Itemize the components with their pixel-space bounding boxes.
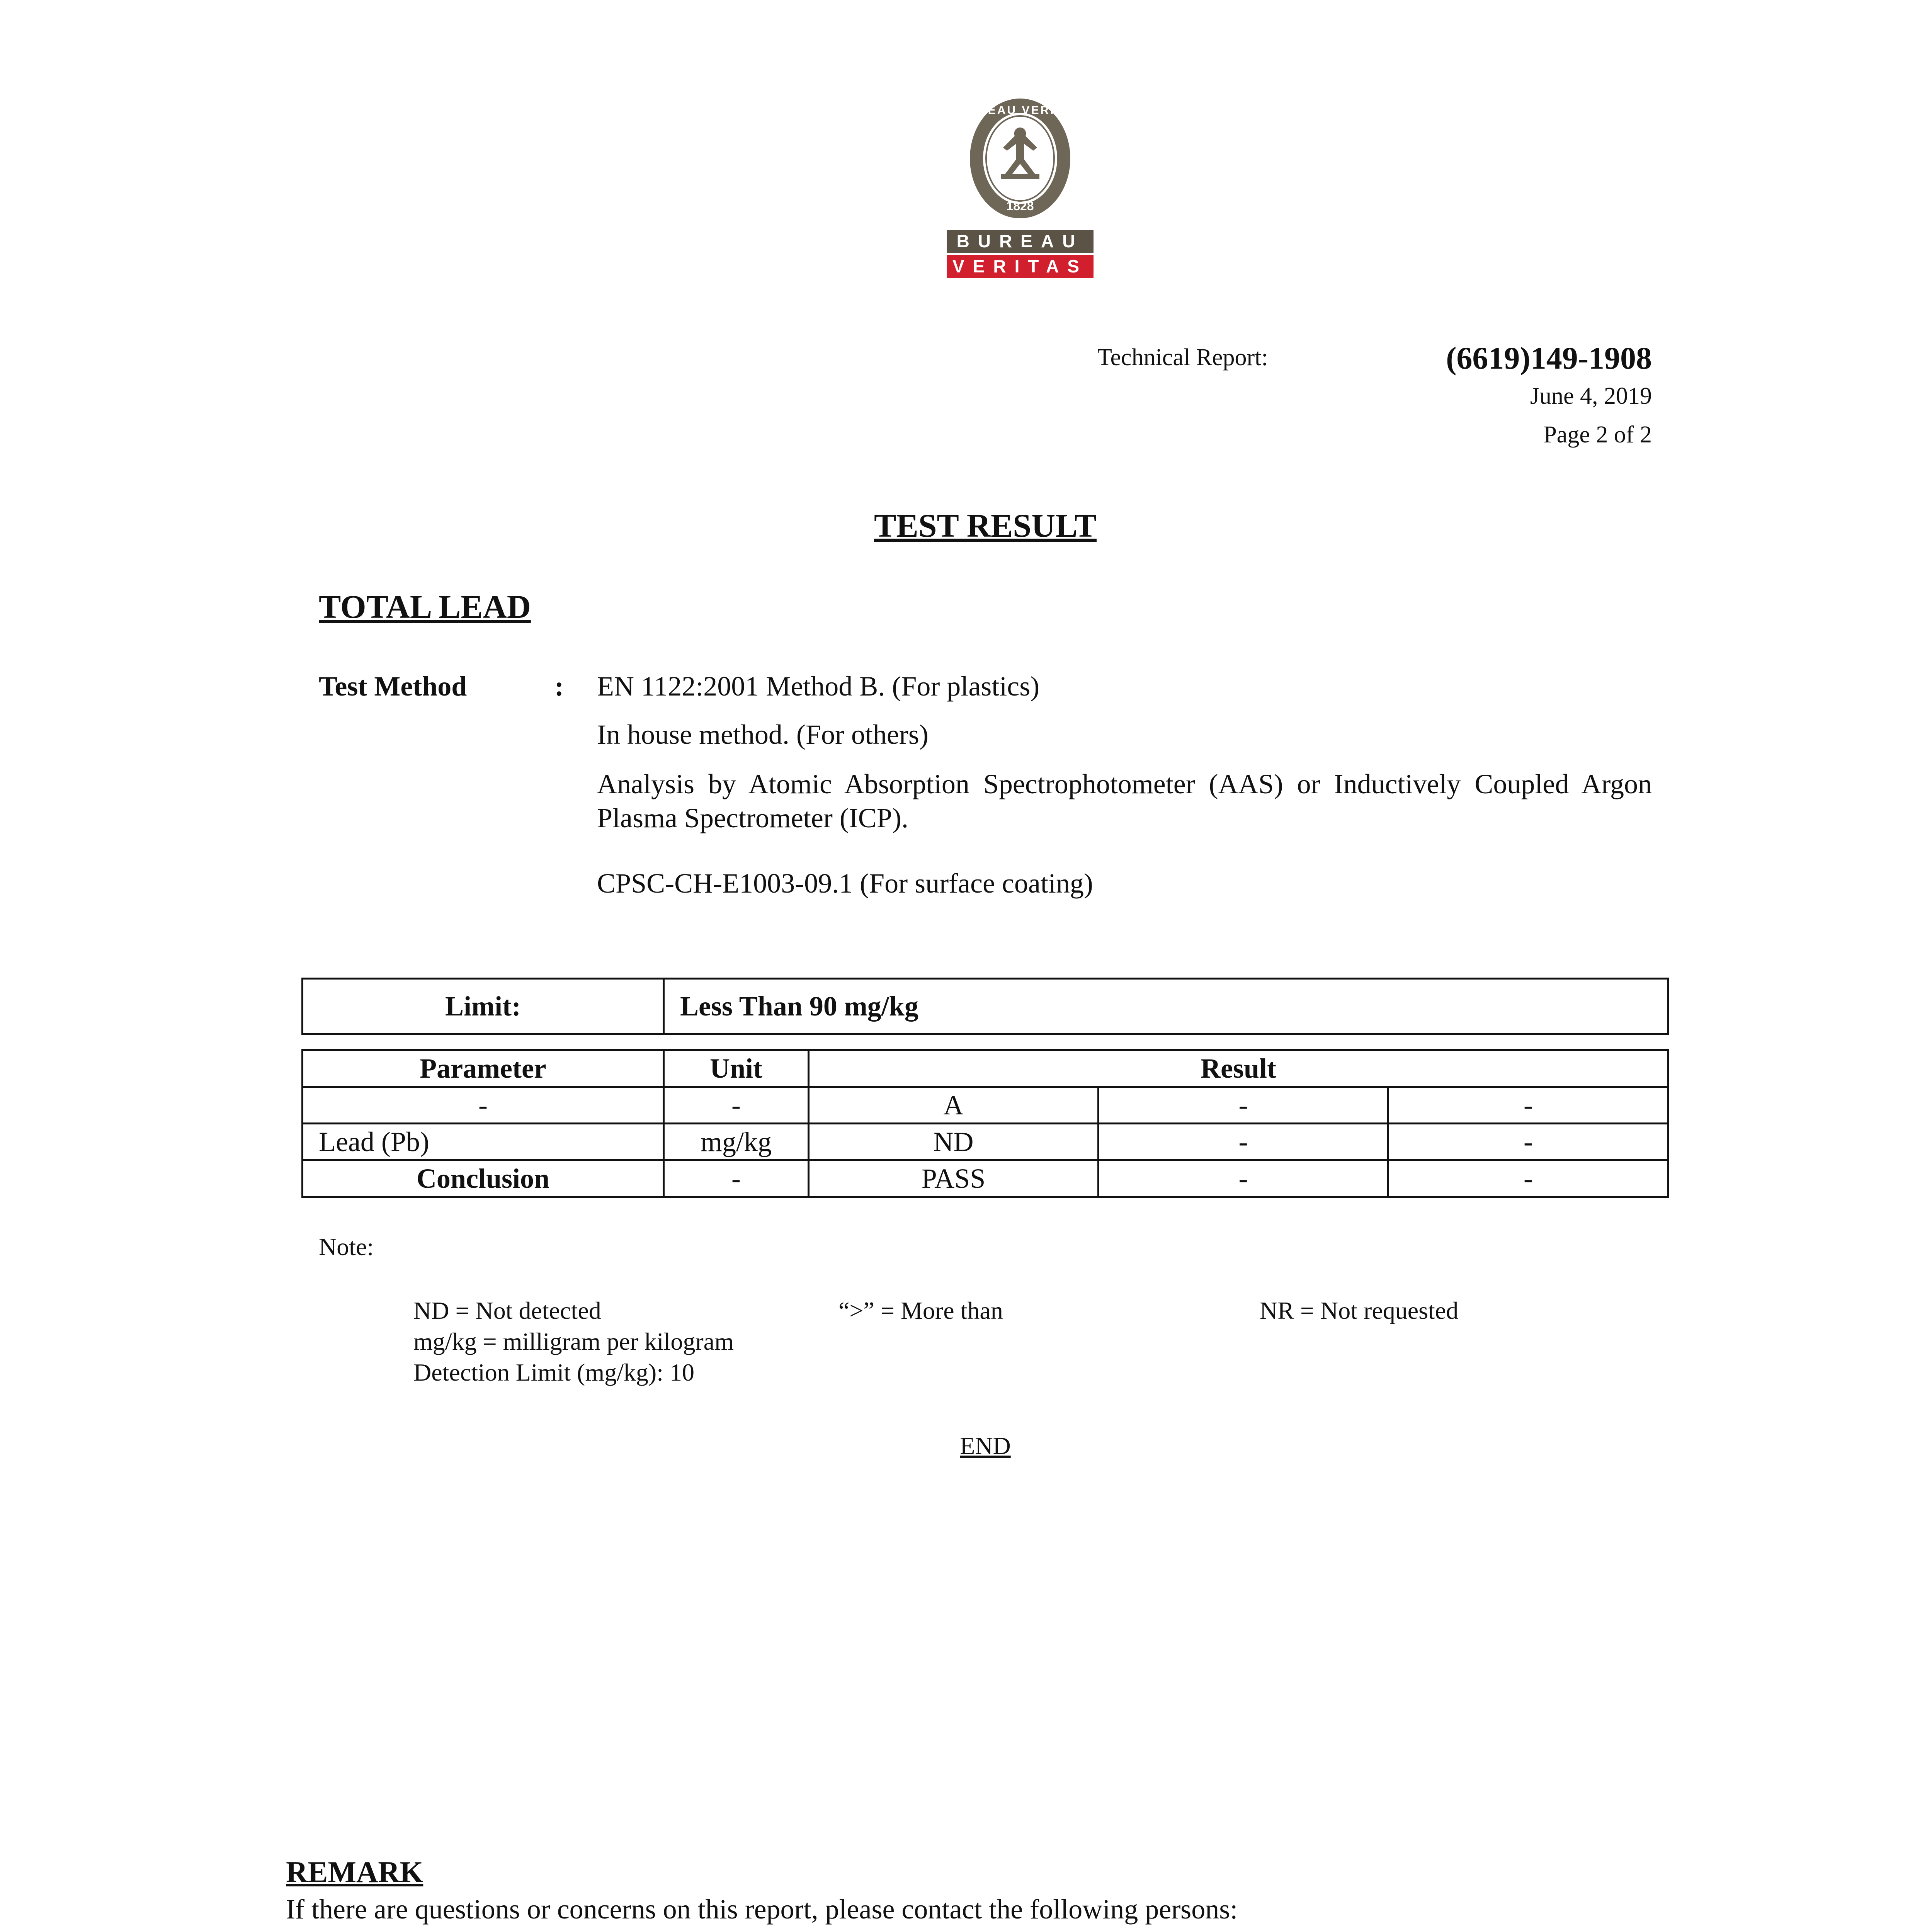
svg-text:BUREAU: BUREAU [956, 231, 1084, 251]
test-method-colon: : [554, 671, 564, 702]
table-cell: - [1099, 1160, 1388, 1197]
table-cell: - [664, 1087, 809, 1124]
page-indicator: Page 2 of 2 [1543, 422, 1652, 448]
test-method-line: In house method. (For others) [597, 719, 929, 750]
table-cell: - [1099, 1087, 1388, 1124]
report-number: (6619)149-1908 [1446, 340, 1652, 376]
table-row [303, 1124, 1668, 1160]
note-more-than: “>” = More than [838, 1297, 1003, 1324]
page-title: TEST RESULT [874, 507, 1097, 544]
limit-value: Less Than 90 mg/kg [664, 979, 1668, 1034]
note-nr: NR = Not requested [1260, 1297, 1459, 1324]
table-cell: mg/kg [664, 1124, 809, 1160]
note-detection-limit: Detection Limit (mg/kg): 10 [413, 1359, 694, 1386]
result-table [301, 1049, 1669, 1198]
limit-table [301, 978, 1669, 1035]
technical-report-label: Technical Report: [1097, 344, 1268, 371]
table-cell: - [1388, 1124, 1668, 1160]
note-mgkg: mg/kg = milligram per kilogram [413, 1328, 734, 1355]
report-date: June 4, 2019 [1530, 383, 1652, 409]
test-method-line: CPSC-CH-E1003-09.1 (For surface coating) [597, 868, 1093, 899]
bureau-veritas-logo [943, 97, 1097, 282]
table-cell: - [664, 1160, 809, 1197]
table-row [303, 1160, 1668, 1197]
section-title: TOTAL LEAD [319, 588, 531, 625]
logo-founded-year: 1828 [1006, 199, 1034, 213]
note-label: Note: [319, 1233, 374, 1260]
limit-label: Limit: [303, 979, 664, 1034]
table-row [303, 1087, 1668, 1124]
test-method-label: Test Method [319, 671, 467, 702]
svg-text:VERITAS: VERITAS [952, 256, 1088, 276]
end-marker: END [960, 1432, 1011, 1459]
test-method-line: EN 1122:2001 Method B. (For plastics) [597, 671, 1040, 702]
test-method-line: Analysis by Atomic Absorption Spectrophotometer (AAS) or Inductively Coupled Argon Plasma Spectrometer (ICP). [597, 769, 1652, 833]
column-header: Result [809, 1050, 1668, 1087]
logo-ring-text: BUREAU VERITAS [958, 104, 1082, 117]
column-header: Unit [664, 1050, 809, 1087]
table-cell: PASS [809, 1160, 1099, 1197]
table-cell: - [1388, 1087, 1668, 1124]
table-cell: ND [809, 1124, 1099, 1160]
table-cell: Lead (Pb) [303, 1124, 664, 1160]
table-cell: - [1099, 1124, 1388, 1160]
column-header: Parameter [303, 1050, 664, 1087]
table-cell: Conclusion [303, 1160, 664, 1197]
remark-heading: REMARK [286, 1855, 423, 1889]
table-cell: - [1388, 1160, 1668, 1197]
note-nd: ND = Not detected [413, 1297, 601, 1324]
table-cell: - [303, 1087, 664, 1124]
table-header-row [303, 1050, 1668, 1087]
table-cell: A [809, 1087, 1099, 1124]
remark-intro: If there are questions or concerns on this report, please contact the following persons: [286, 1894, 1238, 1925]
